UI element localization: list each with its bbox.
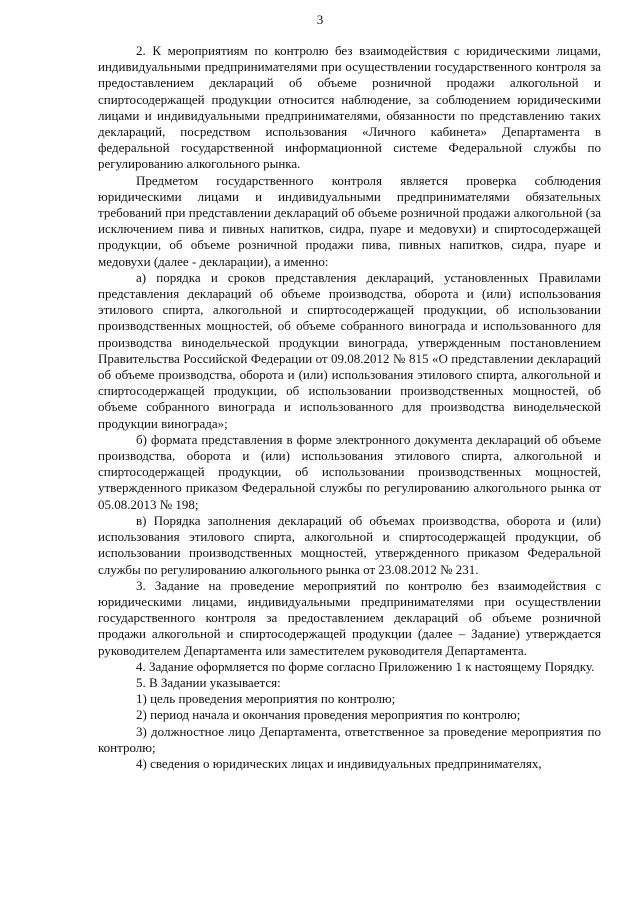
paragraph-subitem-b: б) формата представления в форме электронного документа деклараций об объеме производства, оборота и (или) использования этилового спирта, алкогольной и спиртосодержащей продукции, об использовании производственных мощностей, утвержденного приказом Федеральной службы по регулированию алкогольного рынка от 05.08.2013 № 198; bbox=[98, 431, 601, 512]
paragraph-subitem-a: а) порядка и сроков представления деклараций, установленных Правилами представления деклараций об объеме производства, оборота и (или) использования этилового спирта, алкогольной и спиртосодержащей продукции, об использовании производственных мощностей, об объеме собранного винограда и использованного для производства винодельческой продукции винограда, утвержденным постановлением Правительства Российской Федерации от 09.08.2012 № 815 «О представлении деклараций об объеме производства, оборота и (или) использования этилового спирта, алкогольной и спиртосодержащей продукции, об использовании производственных мощностей, об объеме собранного винограда и использованного для производства винодельческой продукции винограда»; bbox=[98, 269, 601, 431]
page-number: 3 bbox=[316, 12, 324, 27]
paragraph-item-5: 5. В Задании указывается: bbox=[136, 674, 281, 690]
paragraph-item-3: 3. Задание на проведение мероприятий по контролю без взаимодействия с юридическими лицами, индивидуальными предпринимателями при осуществлении государственного контроля за предоставлением деклараций об объеме розничной продажи алкогольной и спиртосодержащей продукции (далее – Задание) утверждается руководителем Департамента или заместителем руководителя Департамента. bbox=[98, 577, 601, 658]
paragraph-subject-of-control: Предметом государственного контроля является проверка соблюдения юридическими лицами и индивидуальными предпринимателями обязательных требований при представлении деклараций об объеме розничной продажи алкогольной (за исключением пива и пивных напитков, сидра, пуаре и медовухи) и спиртосодержащей продукции, об объеме розничной продажи пива, пивных напитков, сидра, пуаре и медовухи (далее - декларации), а именно: bbox=[98, 172, 601, 269]
document-body bbox=[98, 43, 601, 772]
paragraph-item-2: 2. К мероприятиям по контролю без взаимодействия с юридическими лицами, индивидуальными предпринимателями при осуществлении государственного контроля за предоставлением деклараций об объеме розничной продажи алкогольной и спиртосодержащей продукции относится наблюдение, за соблюдением юридическими лицами и индивидуальными предпринимателями, обязанности по представлению таких деклараций, посредством использования «Личного кабинета» Департамента в федеральной государственной информационной системе Федеральной службы по регулированию алкогольного рынка. bbox=[98, 43, 601, 172]
list-item-1: 1) цель проведения мероприятия по контролю; bbox=[136, 691, 396, 707]
list-item-3: 3) должностное лицо Департамента, ответственное за проведение мероприятия по контролю; bbox=[98, 723, 601, 755]
list-item-4: 4) сведения о юридических лицах и индивидуальных предпринимателях, bbox=[136, 755, 542, 771]
list-item-2: 2) период начала и окончания проведения мероприятия по контролю; bbox=[136, 707, 521, 723]
paragraph-item-4: 4. Задание оформляется по форме согласно Приложению 1 к настоящему Порядку. bbox=[136, 658, 595, 674]
paragraph-subitem-v: в) Порядка заполнения деклараций об объемах производства, оборота и (или) использования этилового спирта, алкогольной и спиртосодержащей продукции, об использовании производственных мощностей, утвержденного приказом Федеральной службы по регулированию алкогольного рынка от 23.08.2012 № 231. bbox=[98, 512, 601, 577]
